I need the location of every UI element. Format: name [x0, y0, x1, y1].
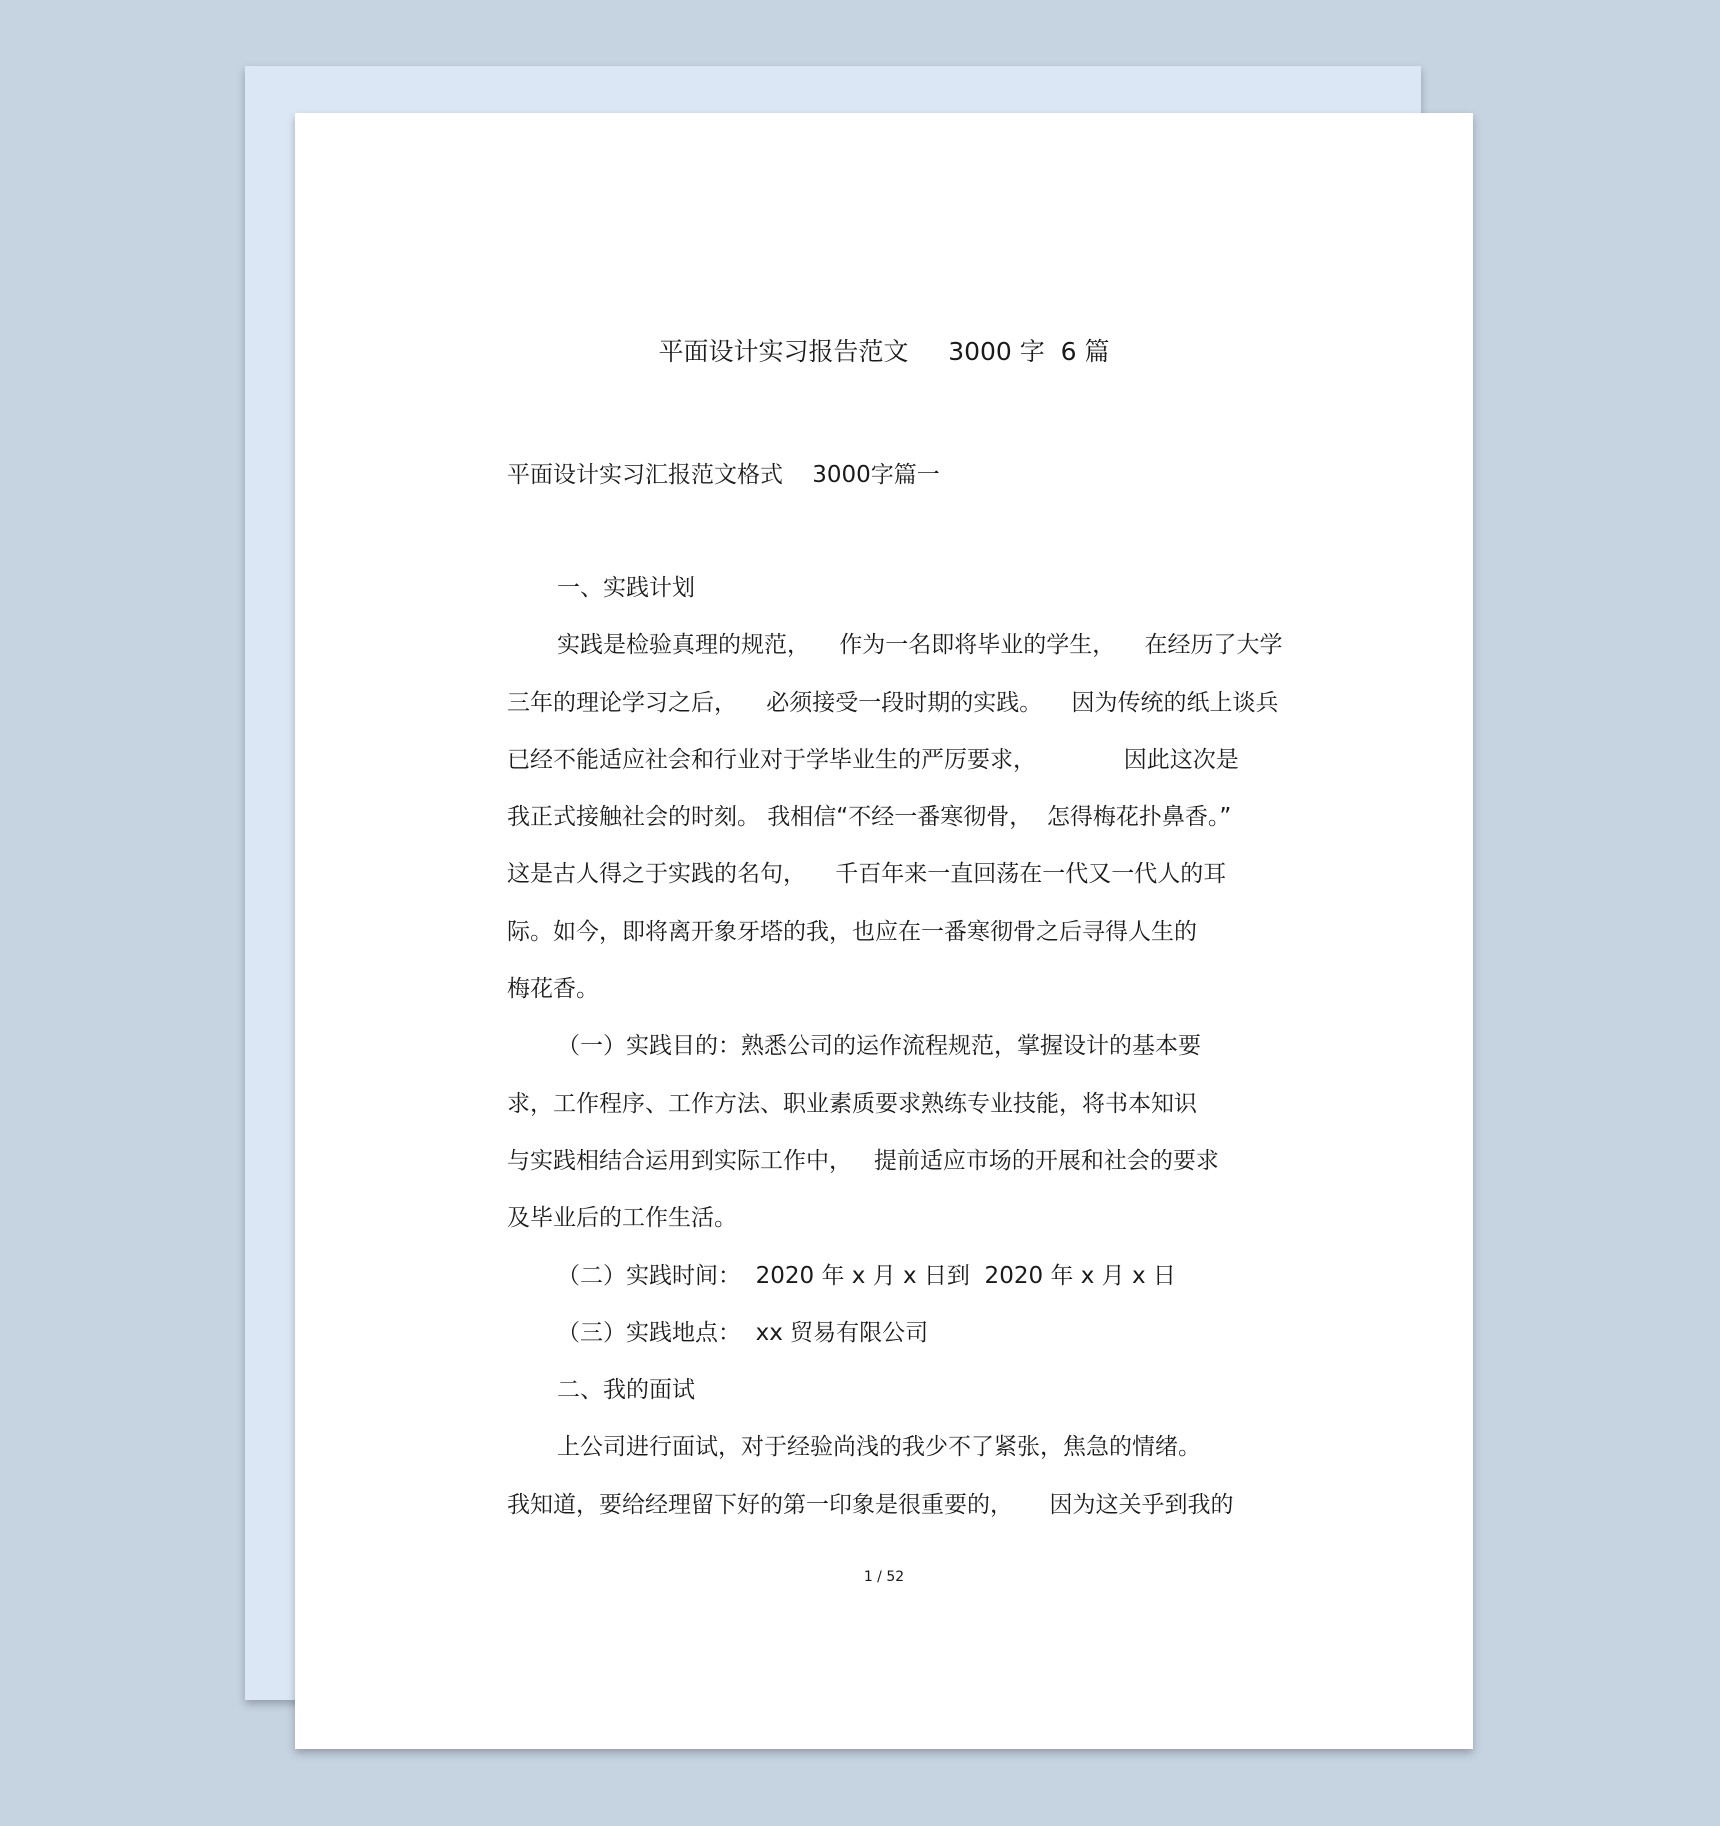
text-line: 二、我的面试	[557, 1377, 695, 1404]
text-line: 际。如今，即将离开象牙塔的我，也应在一番寒彻骨之后寻得人生的	[507, 918, 1197, 945]
text-line: 一、实践计划	[557, 575, 695, 601]
text-line: 已经不能适应社会和行业对于学毕业生的严厉要求， 因此这次是	[507, 746, 1239, 773]
text-line: 我正式接触社会的时刻。 我相信“不经一番寒彻骨， 怎得梅花扑鼻香。”	[507, 804, 1232, 831]
section-heading: 平面设计实习汇报范文格式 3000字篇一	[507, 462, 940, 488]
text-line: 求，工作程序、工作方法、职业素质要求熟练专业技能，将书本知识	[507, 1090, 1197, 1117]
text-line: （三）实践地点： xx 贸易有限公司	[557, 1319, 929, 1346]
page-number: 1 / 52	[863, 1569, 905, 1585]
text-line: 上公司进行面试，对于经验尚浅的我少不了紧张，焦急的情绪。	[557, 1434, 1201, 1461]
document-body	[507, 570, 1307, 1544]
text-line: 实践是检验真理的规范， 作为一名即将毕业的学生， 在经历了大学	[557, 632, 1283, 659]
document-title: 平面设计实习报告范文 3000 字 6 篇	[658, 337, 1110, 366]
text-line: （一）实践目的：熟悉公司的运作流程规范，掌握设计的基本要	[557, 1033, 1201, 1060]
text-line: 我知道，要给经理留下好的第一印象是很重要的， 因为这关乎到我的	[507, 1491, 1234, 1518]
text-line: 梅花香。	[507, 976, 599, 1003]
text-line: 与实践相结合运用到实际工作中， 提前适应市场的开展和社会的要求	[507, 1147, 1219, 1174]
text-line: 这是古人得之于实践的名句， 千百年来一直回荡在一代又一代人的耳	[507, 861, 1227, 888]
text-line: （二）实践时间： 2020 年 x 月 x 日到 2020 年 x 月 x 日	[557, 1262, 1176, 1289]
text-line: 及毕业后的工作生活。	[507, 1205, 737, 1232]
text-line: 三年的理论学习之后， 必须接受一段时期的实践。 因为传统的纸上谈兵	[507, 689, 1279, 716]
